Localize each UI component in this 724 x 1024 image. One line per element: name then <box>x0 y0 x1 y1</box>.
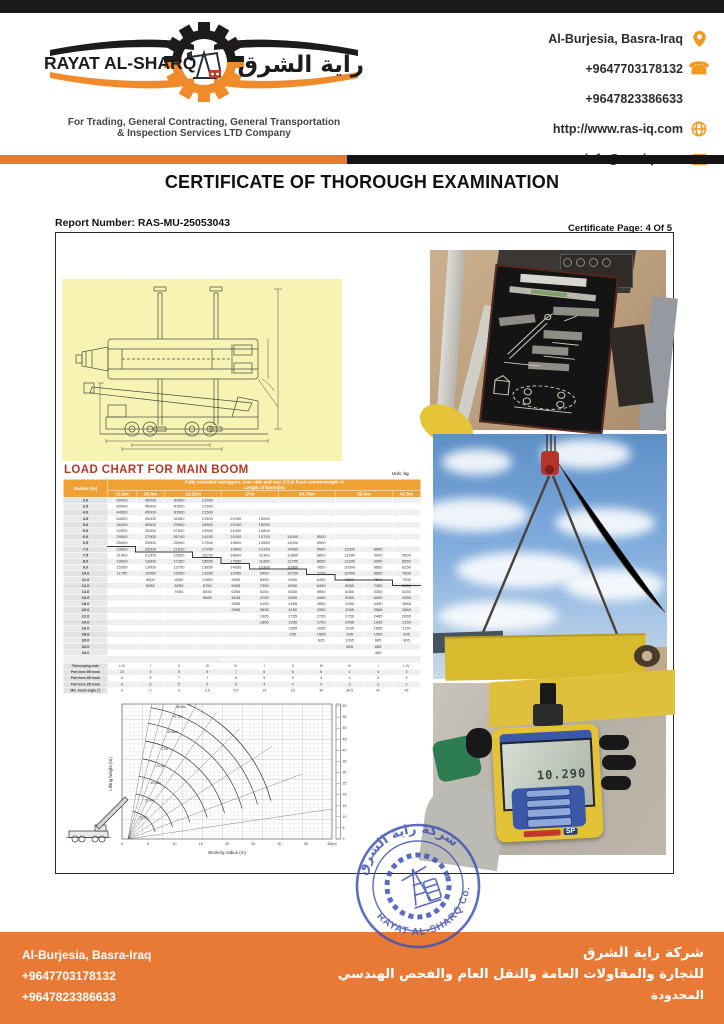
glove-thumb <box>466 728 492 758</box>
plan-view-body <box>76 339 258 379</box>
svg-text:19.25m: 19.25m <box>150 781 162 786</box>
stamp-english-text: RAYAT AL-SHARQ Co. <box>374 885 473 939</box>
load-indicator-device <box>491 723 604 842</box>
company-name-en: RAYAT AL-SHARQ <box>44 53 197 73</box>
footer-ar-ltd: المحدودة <box>651 988 704 1002</box>
lower-section-row: Min. boom angle (°) 0 0 0 3.5 5.5 14 23 30 36.5 41 45 <box>63 688 421 694</box>
contact-address-row <box>548 30 708 48</box>
load-chart-table <box>63 479 421 694</box>
svg-text:50: 50 <box>342 726 347 731</box>
brand-red-label <box>523 829 561 837</box>
cable-spool <box>634 645 660 667</box>
load-chart-row: 26.0 1365 1835 1535 1865 1150 <box>63 625 421 631</box>
range-xlabel: Working radius (m) <box>208 850 246 855</box>
certificate-page-indicator: Certificate Page: 4 Of 5 <box>567 223 672 234</box>
glove-finger <box>602 755 636 770</box>
svg-text:35: 35 <box>342 759 347 764</box>
load-chart-row: 6.0 29000 27500 26700 14150 21000 13750 14000 9500 <box>63 534 421 540</box>
address-text: Al-Burjesia, Basra-Iraq <box>548 32 683 46</box>
footer-phone1: +9647703178132 <box>22 969 116 983</box>
svg-text:15: 15 <box>198 842 203 846</box>
contact-phone2-row <box>585 90 708 108</box>
header-divider <box>0 155 724 164</box>
load-chart-row: 28.0 935 1565 935 1565 935 <box>63 631 421 637</box>
boom-length-header: 27m <box>222 491 279 498</box>
footer-contact <box>22 945 151 1008</box>
condition-line2: Length of boom(m) <box>243 485 285 490</box>
svg-text:11.5m: 11.5m <box>139 815 148 820</box>
svg-text:15.4m: 15.4m <box>144 798 154 803</box>
load-chart-row: 16.0 5665 4635 4750 5565 4450 5350 5050 4350 <box>63 595 421 601</box>
load-chart-row: 8.0 19500 13800 17350 15650 17650 11350 12750 8650 11300 9050 8650 <box>63 558 421 564</box>
svg-text:40(m): 40(m) <box>327 842 337 846</box>
svg-text:30.85m: 30.85m <box>167 729 178 734</box>
glove-finger <box>601 776 631 790</box>
load-chart-row: 6.5 26500 25500 25900 17500 19800 12650 14000 9500 <box>63 540 421 546</box>
svg-text:35: 35 <box>303 842 308 846</box>
lcd-reading: 10.290 <box>536 765 587 783</box>
svg-text:40: 40 <box>342 748 347 753</box>
contact-phone1-row <box>585 60 708 78</box>
load-chart-row: 30.0 635 1365 665 965 <box>63 637 421 643</box>
page-title: CERTIFICATE OF THOROUGH EXAMINATION <box>164 172 560 192</box>
svg-text:30: 30 <box>342 770 347 775</box>
radius-scale-labels <box>121 842 337 846</box>
svg-text:0: 0 <box>121 842 123 846</box>
svg-text:20: 20 <box>342 792 347 797</box>
load-chart-row: 24.0 1865 1935 1750 2465 1935 2150 <box>63 619 421 625</box>
company-tagline-line2: & Inspection Services LTD Company <box>117 128 291 139</box>
svg-text:60: 60 <box>342 704 347 708</box>
brand-sp-text: SP <box>565 827 575 836</box>
device-keypad <box>511 785 586 830</box>
lower-section-row: Part lines 25t hook 6 6 5 5 5 4 4 4 3 3 2 <box>63 681 421 687</box>
boom-length-header: 11.5m <box>108 491 136 498</box>
stamp-gear-ring <box>379 847 457 925</box>
svg-text:10: 10 <box>172 842 177 846</box>
boom-length-header: 38.6m <box>335 491 392 498</box>
website-text: http://www.ras-iq.com <box>552 122 683 136</box>
lower-section-row: Telescoping code I–IV I II III IV I II III IV I I–IV <box>63 663 421 669</box>
load-chart-row: 22.0 1965 2765 2765 2750 2465 2665 <box>63 613 421 619</box>
boom-length-header: 42.5m <box>392 491 420 498</box>
load-chart-row: 14.0 9350 8450 6365 6150 6650 5950 6350 5350 5250 <box>63 589 421 595</box>
load-chart-row: 10.0 11750 10950 13050 12650 12450 9450 10750 7150 10450 8650 7800 <box>63 570 421 576</box>
boom-length-header: 34.75m <box>278 491 335 498</box>
load-chart-row: 18.0 3565 4150 4465 3850 4350 4350 3565 <box>63 601 421 607</box>
boom-length-header: 19.25m <box>165 491 222 498</box>
load-chart-unit-note: Unit: kg <box>392 471 409 476</box>
report-number <box>55 217 230 229</box>
load-chart-row: 5.5 32500 33000 27500 19500 21000 14800 <box>63 528 421 534</box>
svg-text:25: 25 <box>342 781 347 786</box>
stamp-arabic-text: شركة راية الشرق <box>355 821 461 877</box>
company-stamp <box>352 820 484 952</box>
evidence-content-box <box>55 232 674 874</box>
logo-graphic <box>36 18 372 110</box>
company-tagline-line1: For Trading, General Contracting, General Transportation <box>67 117 341 128</box>
load-chart-row: 9.0 15350 13600 13750 13850 14650 10300 10850 7850 10500 8850 8150 <box>63 564 421 570</box>
top-black-bar <box>0 0 724 13</box>
load-chart-row: 32.0 865 665 <box>63 644 421 650</box>
report-number-value: RAS-MU-25053043 <box>137 217 231 229</box>
load-chart-title: LOAD CHART FOR MAIN BOOM <box>64 464 249 476</box>
cable-connector <box>533 704 563 726</box>
load-chart-table-wrap <box>63 479 421 693</box>
load-chart-row: 4.5 40000 39000 31500 21500 21000 15050 <box>63 516 421 522</box>
lower-section-band: Number of part lines <box>63 656 421 664</box>
stamp-derrick-icon <box>399 863 442 909</box>
svg-text:45: 45 <box>342 737 347 742</box>
company-name-ar: راية الشرق <box>237 52 364 78</box>
location-pin-icon <box>690 30 708 48</box>
globe-icon <box>690 120 708 138</box>
company-logo <box>36 18 372 140</box>
load-chart-placard <box>479 264 619 435</box>
footer-address: Al-Burjesia, Basra-Iraq <box>22 948 152 962</box>
lower-section-row: Part lines 50t hook 10 9 8 8 7 6 6 5 4 4 3 <box>63 669 421 675</box>
svg-text:0: 0 <box>342 837 345 841</box>
svg-text:27m: 27m <box>161 747 168 751</box>
photo-load-lift-sky <box>433 434 667 679</box>
photo-crane-cab-placard <box>430 250 666 430</box>
empty-icon-slot <box>690 90 708 108</box>
contact-block <box>548 30 708 168</box>
phone2-text: +9647823386633 <box>585 92 683 106</box>
load-chart-row: 7.5 21400 21300 19650 16250 18600 11300 13800 8800 11500 9000 8500 <box>63 552 421 558</box>
boom-length-header: 15.4m <box>136 491 164 498</box>
load-chart-row: 3.0 50000 45000 30500 21500 <box>63 497 421 503</box>
phone1-text: +9647703178132 <box>585 62 683 76</box>
svg-text:10: 10 <box>342 814 347 819</box>
svg-text:5: 5 <box>147 842 150 846</box>
glove-finger <box>599 735 629 750</box>
report-number-label: Report Number: <box>55 217 135 229</box>
chart-condition-header <box>108 479 421 491</box>
load-chart-row: 20.0 2965 3635 3150 3350 3265 3565 2865 <box>63 607 421 613</box>
contact-website-row <box>553 120 708 138</box>
crane-dimension-drawing <box>62 279 342 461</box>
load-chart-row: 3.5 50000 45000 30500 21500 <box>63 503 421 509</box>
pump-unit-icon <box>209 70 221 78</box>
svg-text:23.1m: 23.1m <box>155 764 165 769</box>
svg-text:20: 20 <box>225 842 229 846</box>
crane-silhouette-icon <box>66 797 128 842</box>
svg-text:15: 15 <box>342 803 347 808</box>
condition-line1: Fully extended outriggers, over side and rear (13.5t fixed counterweight ×) <box>185 479 344 485</box>
radius-header: Radius (m) <box>63 479 108 497</box>
svg-text:5: 5 <box>342 825 345 830</box>
height-scale-labels <box>343 704 347 841</box>
svg-text:34.75m: 34.75m <box>172 714 183 719</box>
footer-ar-services: للتجارة والمقاولات العامة والنقل العام والفحص الهندسي <box>337 967 704 982</box>
svg-text:30: 30 <box>277 842 282 846</box>
svg-text:55: 55 <box>342 715 347 720</box>
range-ylabel: Lifting height (m) <box>108 757 113 791</box>
load-chart-row: 4.0 44500 45000 30500 21500 <box>63 509 421 515</box>
hook-block <box>541 451 559 475</box>
side-view-crane <box>84 383 268 436</box>
load-chart-row: 7.0 23500 25000 21500 17250 19800 13150 14650 9500 11500 8650 <box>63 546 421 552</box>
device-key <box>525 787 571 798</box>
load-chart-row: 34.0 465 <box>63 650 421 656</box>
phone-icon: ☎ <box>688 59 710 78</box>
working-range-diagram <box>62 699 370 869</box>
svg-text:38.6m: 38.6m <box>176 705 186 709</box>
footer-phone2: +9647823386633 <box>22 990 116 1004</box>
load-chart-row: 5.0 36250 35500 29500 24500 21000 15050 <box>63 522 421 528</box>
plan-dimensions <box>258 289 282 429</box>
load-chart-row: 12.0 8050 8950 8750 9905 7350 8950 6450 8950 7350 8050 <box>63 583 421 589</box>
footer-ar-company: شركة راية الشرق <box>583 945 704 961</box>
lower-section-row: Part lines 35t hook 8 8 7 7 6 5 5 4 4 3 3 <box>63 675 421 681</box>
height-ruler <box>336 704 341 839</box>
svg-text:25: 25 <box>251 842 256 846</box>
load-chart-row: 11.0 9600 9050 11650 9905 8350 9450 6450 8650 7500 7300 <box>63 576 421 582</box>
